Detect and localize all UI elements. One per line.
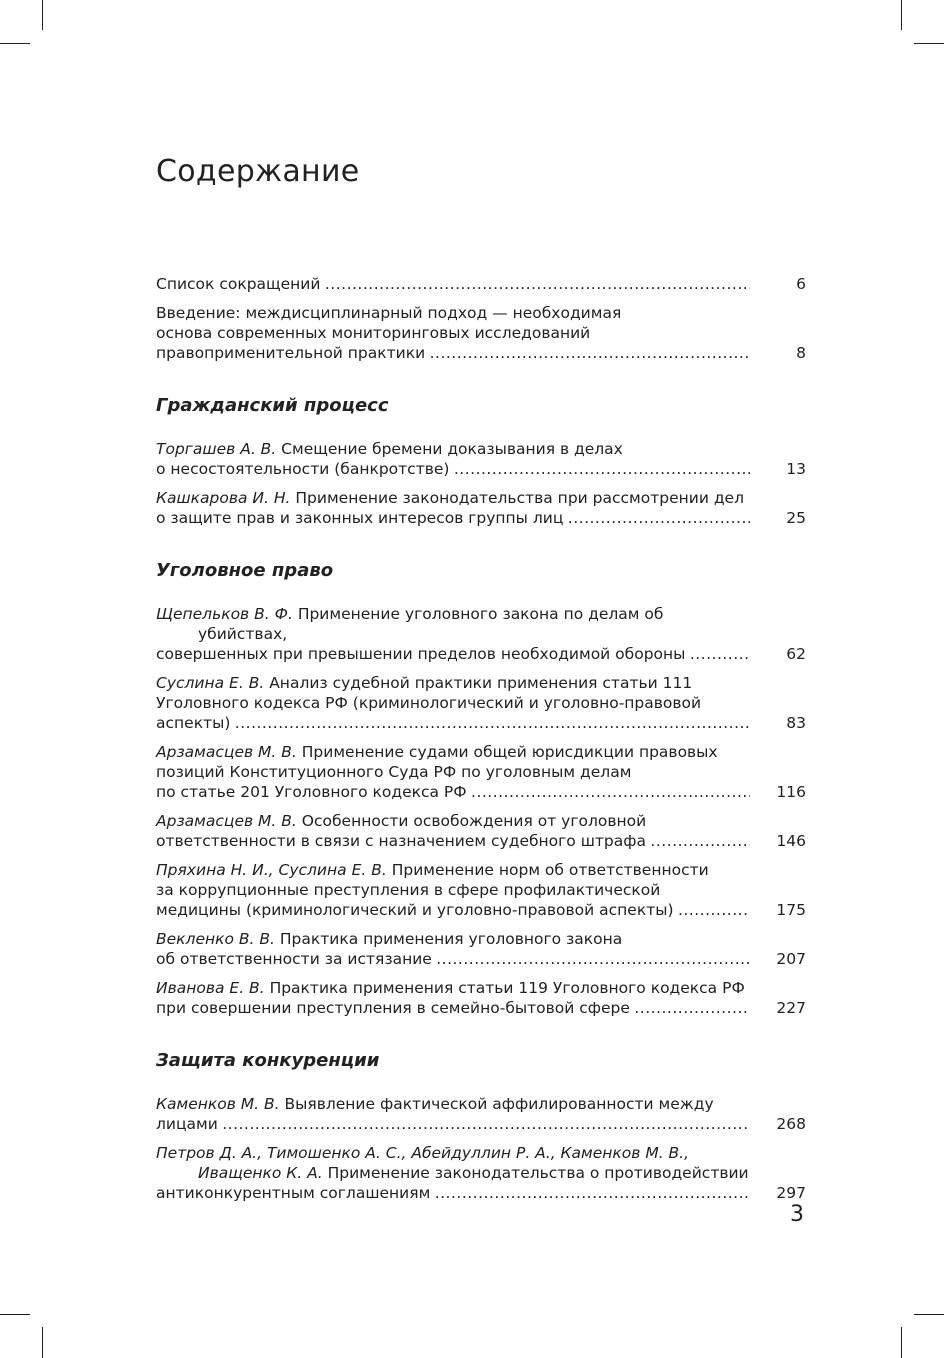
crop-mark	[901, 1327, 902, 1358]
entry-text	[156, 488, 750, 528]
entry-authors: Арзамасцев М. В.	[156, 743, 297, 761]
dot-leader	[323, 274, 750, 294]
section-heading: Уголовное право	[156, 560, 334, 581]
dot-leader	[649, 831, 750, 851]
dot-leader	[428, 343, 750, 363]
entry-line: Введение: междисциплинарный подход — необходимая	[156, 304, 622, 322]
toc-entry[interactable]	[156, 604, 806, 664]
entry-line	[156, 459, 750, 479]
entry-line: Петров Д. А., Тимошенко А. С., Абейдуллин Р. А., Каменков М. В., Иващенко К. А. Применение законодательства о противодействии	[156, 1144, 749, 1182]
crop-mark	[0, 1314, 30, 1315]
dot-leader	[470, 782, 750, 802]
dot-leader	[221, 1114, 750, 1134]
entry-authors: Щепельков В. Ф.	[156, 605, 293, 623]
crop-mark	[42, 0, 43, 30]
entry-page-number: 207	[776, 950, 806, 968]
section-heading: Защита конкуренции	[156, 1050, 380, 1071]
toc-entry[interactable]	[156, 860, 806, 920]
entry-line: Суслина Е. В. Анализ судебной практики применения статьи 111	[156, 674, 693, 692]
page-title: Содержание	[156, 154, 360, 189]
entry-line-text: об ответственности за истязание	[156, 950, 432, 968]
entry-text	[156, 673, 750, 733]
entry-line: Торгашев А. В. Смещение бремени доказывания в делах	[156, 440, 623, 458]
entry-line-text: правоприменительной практики	[156, 344, 426, 362]
entry-line: позиций Конституционного Суда РФ по уголовным делам	[156, 763, 632, 781]
toc-entry[interactable]	[156, 274, 806, 294]
entry-page-number: 146	[776, 832, 806, 850]
entry-line: Арзамасцев М. В. Особенности освобождения от уголовной	[156, 812, 647, 830]
entry-text	[156, 978, 750, 1018]
entry-page-number: 8	[796, 344, 806, 362]
entry-line: Арзамасцев М. В. Применение судами общей юрисдикции правовых	[156, 743, 718, 761]
entry-line-text: при совершении преступления в семейно-бытовой сфере	[156, 999, 630, 1017]
entry-line-text: о защите прав и законных интересов группы лиц	[156, 509, 564, 527]
entry-text	[156, 274, 750, 294]
entry-authors: Суслина Е. В.	[156, 674, 265, 692]
dot-leader	[633, 998, 750, 1018]
entry-text	[156, 1094, 750, 1134]
entry-line-text: о несостоятельности (банкротстве)	[156, 460, 450, 478]
entry-page-number: 116	[776, 783, 806, 801]
entry-line	[156, 274, 750, 294]
crop-mark	[901, 0, 902, 30]
table-of-contents	[156, 274, 806, 1212]
crop-mark	[0, 43, 30, 44]
toc-entry[interactable]	[156, 742, 806, 802]
entry-line-text: медицины (криминологический и уголовно-правовой аспекты)	[156, 901, 674, 919]
entry-text	[156, 742, 750, 802]
entry-line: Щепельков В. Ф. Применение уголовного закона по делам об убийствах,	[156, 605, 664, 643]
entry-line	[156, 831, 750, 851]
entry-line: за коррупционные преступления в сфере профилактической	[156, 881, 661, 899]
entry-page-number: 297	[776, 1184, 806, 1202]
entry-line	[156, 1114, 750, 1134]
dot-leader	[233, 713, 750, 733]
dot-leader	[677, 900, 750, 920]
entry-line	[156, 343, 750, 363]
entry-authors: Иванова Е. В.	[156, 979, 265, 997]
entry-text	[156, 860, 750, 920]
entry-authors: Арзамасцев М. В.	[156, 812, 297, 830]
entry-authors: Пряхина Н. И., Суслина Е. В.	[156, 861, 387, 879]
entry-line-text: по статье 201 Уголовного кодекса РФ	[156, 783, 467, 801]
entry-line-text: совершенных при превышении пределов необходимой обороны	[156, 645, 686, 663]
toc-entry[interactable]	[156, 1143, 806, 1203]
entry-line: Каменков М. В. Выявление фактической аффилированности между	[156, 1095, 714, 1113]
entry-page-number: 13	[786, 460, 806, 478]
entry-authors: Векленко В. В.	[156, 930, 275, 948]
entry-text	[156, 303, 750, 363]
entry-page-number: 6	[796, 275, 806, 293]
entry-page-number: 83	[786, 714, 806, 732]
crop-mark	[42, 1327, 43, 1358]
toc-entry[interactable]	[156, 303, 806, 363]
crop-mark	[914, 1314, 944, 1315]
dot-leader	[566, 508, 750, 528]
entry-line	[156, 1183, 750, 1203]
entry-line: основа современных мониторинговых исследований	[156, 324, 591, 342]
entry-line	[156, 508, 750, 528]
entry-page-number: 227	[776, 999, 806, 1017]
entry-line	[156, 900, 750, 920]
toc-entry[interactable]	[156, 978, 806, 1018]
entry-line-text: ответственности в связи с назначением судебного штрафа	[156, 832, 647, 850]
page-number: 3	[790, 1202, 804, 1227]
dot-leader	[433, 1183, 750, 1203]
entry-line: Пряхина Н. И., Суслина Е. В. Применение норм об ответственности	[156, 861, 709, 879]
entry-line-text: Список сокращений	[156, 275, 321, 293]
entry-authors: Каменков М. В.	[156, 1095, 280, 1113]
entry-text	[156, 811, 750, 851]
entry-line	[156, 949, 750, 969]
entry-line-text: антиконкурентным соглашениям	[156, 1184, 431, 1202]
entry-line: Кашкарова И. Н. Применение законодательства при рассмотрении дел	[156, 489, 744, 507]
dot-leader	[435, 949, 750, 969]
entry-authors: Петров Д. А., Тимошенко А. С., Абейдуллин Р. А., Каменков М. В., Иващенко К. А.	[156, 1144, 690, 1182]
entry-page-number: 175	[776, 901, 806, 919]
dot-leader	[688, 644, 750, 664]
entry-line-text: лицами	[156, 1115, 218, 1133]
entry-line: Уголовного кодекса РФ (криминологический и уголовно-правовой	[156, 694, 702, 712]
section-heading: Гражданский процесс	[156, 395, 389, 416]
toc-entry[interactable]	[156, 488, 806, 528]
toc-entry[interactable]	[156, 1094, 806, 1134]
entry-authors: Торгашев А. В.	[156, 440, 277, 458]
entry-line: Иванова Е. В. Практика применения статьи 119 Уголовного кодекса РФ	[156, 979, 745, 997]
entry-page-number: 268	[776, 1115, 806, 1133]
toc-entry[interactable]	[156, 929, 806, 969]
entry-text	[156, 439, 750, 479]
entry-line: Векленко В. В. Практика применения уголовного закона	[156, 930, 623, 948]
entry-page-number: 62	[786, 645, 806, 663]
entry-line	[156, 782, 750, 802]
crop-mark	[914, 43, 944, 44]
entry-line	[156, 644, 750, 664]
toc-entry[interactable]	[156, 673, 806, 733]
entry-line	[156, 998, 750, 1018]
entry-line	[156, 713, 750, 733]
entry-text	[156, 604, 750, 664]
entry-text	[156, 1143, 750, 1203]
entry-line-text: аспекты)	[156, 714, 231, 732]
toc-entry[interactable]	[156, 439, 806, 479]
entry-text	[156, 929, 750, 969]
entry-authors: Кашкарова И. Н.	[156, 489, 291, 507]
dot-leader	[452, 459, 750, 479]
toc-entry[interactable]	[156, 811, 806, 851]
entry-page-number: 25	[786, 509, 806, 527]
